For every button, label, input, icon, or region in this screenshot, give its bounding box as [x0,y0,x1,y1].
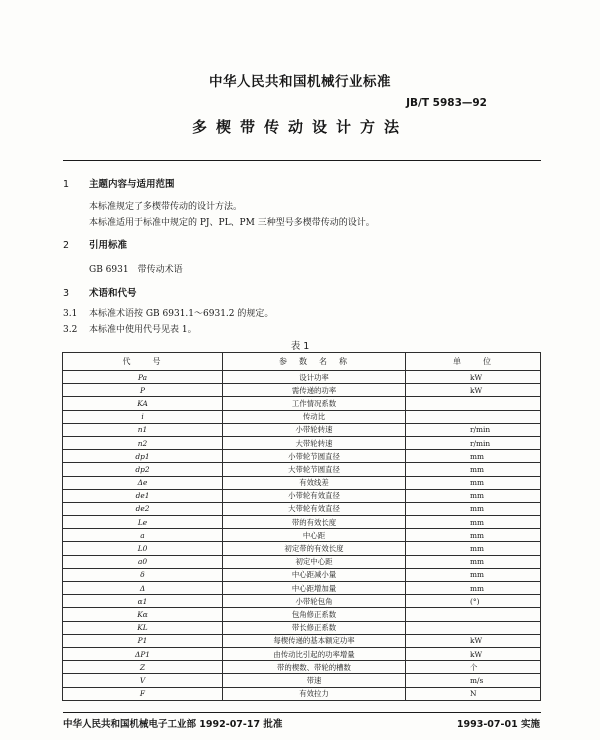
parameter-cell: 大带轮节圆直径 [223,463,406,476]
parameter-cell: 小带轮包角 [223,595,406,608]
approval-date: 中华人民共和国机械电子工业部 1992-07-17 批准 [63,719,283,730]
parameter-cell: 包角修正系数 [223,608,406,621]
symbol-cell: KA [63,397,223,410]
unit-cell [406,410,541,423]
symbol-cell: dp2 [63,463,223,476]
symbol-cell: dp1 [63,450,223,463]
symbol-cell: V [63,674,223,687]
section-title: 主题内容与适用范围 [89,179,175,190]
unit-cell: m/s [406,674,541,687]
parameter-cell: 传动比 [223,410,406,423]
symbol-cell: ΔP1 [63,647,223,660]
parameter-cell: 小带轮节圆直径 [223,450,406,463]
unit-cell: mm [406,476,541,489]
parameter-cell: 有效线差 [223,476,406,489]
table-row [63,687,541,700]
paragraph: 本标准规定了多楔带传动的设计方法。 [89,202,243,212]
unit-cell: mm [406,450,541,463]
table-row [63,674,541,687]
unit-cell: mm [406,516,541,529]
implementation-date: 1993-07-01 实施 [456,719,540,730]
table-row [63,410,541,423]
parameter-cell: 工作情况系数 [223,397,406,410]
symbol-cell: a [63,529,223,542]
parameter-cell: 中心距 [223,529,406,542]
table-row [63,555,541,568]
table-row [63,397,541,410]
table-row [63,476,541,489]
table-row [63,529,541,542]
table-row [63,661,541,674]
table-row [63,516,541,529]
parameter-cell: 大带轮有效直径 [223,502,406,515]
section-1-heading [63,176,175,190]
table-row [63,647,541,660]
parameter-cell: 初定带的有效长度 [223,542,406,555]
unit-cell: N [406,687,541,700]
clause-text: 本标准术语按 GB 6931.1～6931.2 的规定。 [89,309,274,319]
symbol-cell: P1 [63,634,223,647]
table-row [63,608,541,621]
unit-cell: mm [406,489,541,502]
parameter-cell: 有效拉力 [223,687,406,700]
column-header-symbol: 代 号 [63,353,223,371]
unit-cell: r/min [406,436,541,449]
clause-3-1 [63,306,273,319]
symbol-cell: de2 [63,502,223,515]
section-2-heading [63,237,127,251]
parameter-cell: 带的有效长度 [223,516,406,529]
unit-cell: mm [406,529,541,542]
parameter-cell: 中心距增加量 [223,582,406,595]
unit-cell: kW [406,384,541,397]
table-row [63,582,541,595]
symbol-cell: L0 [63,542,223,555]
symbol-cell: Le [63,516,223,529]
issuing-organization: 中华人民共和国机械行业标准 [209,74,391,90]
unit-cell: mm [406,463,541,476]
table-header-row [63,353,541,371]
table-row [63,502,541,515]
unit-cell: mm [406,555,541,568]
symbol-cell: Δ [63,582,223,595]
clause-text: 本标准中使用代号见表 1。 [89,325,197,335]
symbol-cell: Δe [63,476,223,489]
parameter-cell: 每楔传递的基本额定功率 [223,634,406,647]
unit-cell: mm [406,542,541,555]
table-row [63,450,541,463]
parameter-cell: 带的楔数、带轮的槽数 [223,661,406,674]
section-number: 3 [63,288,70,299]
symbol-cell: δ [63,568,223,581]
section-3-heading [63,285,137,299]
footer-rule [63,712,541,713]
table-row [63,436,541,449]
unit-cell: kW [406,647,541,660]
parameter-cell: 由传动比引起的功率增量 [223,647,406,660]
clause-number: 3.2 [63,325,78,335]
section-number: 2 [63,240,70,251]
parameter-cell: 需传递的功率 [223,384,406,397]
table-row [63,423,541,436]
table-row [63,621,541,634]
unit-cell [406,397,541,410]
section-number: 1 [63,179,70,190]
symbol-cell: Z [63,661,223,674]
column-header-parameter: 参 数 名 称 [223,353,406,371]
clause-number: 3.1 [63,309,78,319]
symbol-cell: KL [63,621,223,634]
table-row [63,371,541,384]
symbol-cell: n2 [63,436,223,449]
table-row [63,463,541,476]
column-header-unit: 单 位 [406,353,541,371]
symbol-cell: n1 [63,423,223,436]
parameter-cell: 小带轮转速 [223,423,406,436]
unit-cell: r/min [406,423,541,436]
symbol-cell: a0 [63,555,223,568]
clause-3-2 [63,322,197,335]
parameter-cell: 中心距减小量 [223,568,406,581]
symbol-cell: P [63,384,223,397]
symbols-table [62,352,541,701]
symbol-cell: α1 [63,595,223,608]
header-rule [63,160,541,161]
table-row [63,634,541,647]
unit-cell: kW [406,371,541,384]
symbol-cell: Kα [63,608,223,621]
unit-cell [406,608,541,621]
referenced-standard: GB 6931 带传动术语 [89,265,183,275]
table-row [63,568,541,581]
unit-cell: kW [406,634,541,647]
standard-code: JB/T 5983—92 [406,97,487,109]
unit-cell: mm [406,568,541,581]
section-title: 引用标准 [89,240,128,251]
symbol-cell: de1 [63,489,223,502]
table-row [63,595,541,608]
unit-cell: mm [406,502,541,515]
parameter-cell: 设计功率 [223,371,406,384]
parameter-cell: 带速 [223,674,406,687]
parameter-cell: 初定中心距 [223,555,406,568]
table-row [63,489,541,502]
section-title: 术语和代号 [89,288,137,299]
parameter-cell: 带长修正系数 [223,621,406,634]
symbol-cell: Pa [63,371,223,384]
unit-cell: 个 [406,661,541,674]
unit-cell: mm [406,582,541,595]
table-caption: 表 1 [290,341,310,352]
unit-cell [406,621,541,634]
symbol-cell: i [63,410,223,423]
document-title: 多楔带传动设计方法 [191,118,408,136]
table-row [63,384,541,397]
parameter-cell: 小带轮有效直径 [223,489,406,502]
paragraph: 本标准适用于标准中规定的 PJ、PL、PM 三种型号多楔带传动的设计。 [89,218,375,228]
symbol-cell: F [63,687,223,700]
unit-cell: (°) [406,595,541,608]
table-row [63,542,541,555]
parameter-cell: 大带轮转速 [223,436,406,449]
